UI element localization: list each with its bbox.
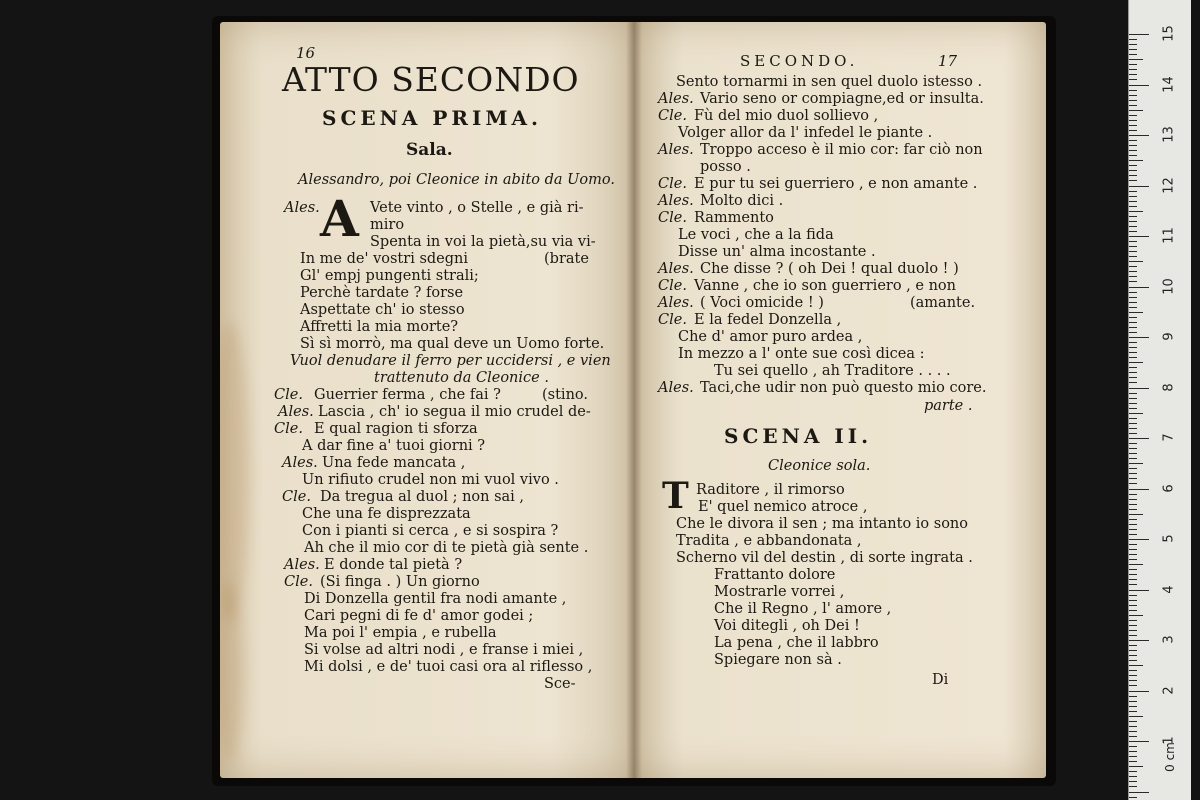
text-line: posso .	[700, 159, 751, 175]
page-number: 17	[938, 52, 958, 70]
page-number: 16	[296, 44, 316, 62]
text-line: Volger allor da l' infedel le piante .	[678, 125, 933, 141]
page-stain	[220, 322, 250, 622]
ruler-tick	[1129, 59, 1143, 60]
ruler-tick	[1129, 246, 1137, 247]
text-line: Le voci , che a la fida	[678, 227, 834, 243]
ruler-label: 5	[1161, 534, 1177, 543]
ruler-tick	[1129, 458, 1137, 459]
text-line: Disse un' alma incostante .	[678, 244, 876, 260]
ruler-label: 13	[1161, 126, 1177, 143]
catchword: Sce-	[544, 676, 576, 692]
ruler-tick	[1129, 120, 1137, 121]
ruler-tick	[1129, 398, 1137, 399]
ruler-tick	[1129, 180, 1137, 181]
ruler-tick	[1129, 160, 1143, 161]
ruler-tick	[1129, 590, 1149, 591]
text-line: E' quel nemico atroce ,	[698, 499, 868, 515]
speaker-label: Ales.	[658, 91, 694, 107]
text-line: Ma poi l' empia , e rubella	[304, 625, 497, 641]
text-line: Taci,che udir non può questo mio core.	[700, 380, 987, 396]
ruler-tick	[1129, 468, 1137, 469]
text-line: E qual ragion ti sforza	[314, 421, 478, 437]
ruler-tick	[1129, 100, 1137, 101]
ruler-tick	[1129, 478, 1137, 479]
ruler-tick	[1129, 691, 1149, 692]
text-line: Una fede mancata ,	[322, 455, 466, 471]
ruler-tick	[1129, 337, 1149, 338]
text-line: Ah che il mio cor di te pietà già sente .	[304, 540, 589, 556]
ruler-tick	[1129, 377, 1137, 378]
ruler-tick	[1129, 781, 1137, 782]
ruler-tick	[1129, 574, 1137, 575]
ruler-tick	[1129, 130, 1137, 131]
ruler-tick	[1129, 79, 1137, 80]
ruler-tick	[1129, 706, 1137, 707]
text-line: (Si finga . ) Un giorno	[320, 574, 480, 590]
text-line: Vete vinto , o Stelle , e già ri-	[370, 200, 584, 216]
speaker-label: Cle.	[658, 278, 687, 294]
ruler-tick	[1129, 206, 1137, 207]
text-line: Affretti la mia morte?	[300, 319, 459, 335]
ruler-tick	[1129, 494, 1137, 495]
text-line: Aspettate ch' io stesso	[300, 302, 465, 318]
ruler-label: 10	[1161, 277, 1177, 295]
ruler-tick	[1129, 423, 1137, 424]
ruler-tick	[1129, 615, 1143, 616]
book-gutter	[626, 22, 642, 778]
ruler-tick	[1129, 716, 1143, 717]
ruler-tick	[1129, 49, 1137, 50]
drop-cap: T	[662, 475, 689, 517]
ruler-tick	[1129, 610, 1137, 611]
ruler-label: 12	[1161, 176, 1177, 194]
scene-title: SCENA II.	[724, 424, 873, 448]
ruler-tick	[1129, 357, 1137, 358]
ruler-tick	[1129, 332, 1137, 333]
text-line: Rammento	[694, 210, 774, 226]
text-line: Vanne , che io son guerriero , e non	[694, 278, 956, 294]
text-line: Si volse ad altri nodi , e franse i miei ,	[304, 642, 584, 658]
ruler-tick	[1129, 625, 1137, 626]
text-line: (amante.	[910, 295, 976, 311]
ruler-tick	[1129, 433, 1137, 434]
ruler-tick	[1129, 347, 1137, 348]
ruler-tick	[1129, 292, 1137, 293]
text-line: Un rifiuto crudel non mi vuol vivo .	[302, 472, 559, 488]
ruler-tick	[1129, 584, 1137, 585]
ruler-tick	[1129, 372, 1137, 373]
ruler-tick	[1129, 640, 1149, 641]
ruler-tick	[1129, 367, 1137, 368]
text-line: Tradita , e abbandonata ,	[676, 533, 862, 549]
ruler-tick	[1129, 403, 1137, 404]
ruler-tick	[1129, 165, 1137, 166]
setting-title: Sala.	[406, 140, 453, 160]
ruler-tick	[1129, 241, 1137, 242]
speaker-label: Ales.	[658, 261, 694, 277]
ruler-tick	[1129, 650, 1137, 651]
ruler-tick	[1129, 110, 1143, 111]
ruler-tick	[1129, 382, 1137, 383]
ruler-tick	[1129, 786, 1137, 787]
text-line: (brate	[544, 251, 589, 267]
ruler-tick	[1129, 85, 1149, 86]
text-line: Molto dici .	[700, 193, 784, 209]
text-line: Spenta in voi la pietà,su via vi-	[370, 234, 596, 250]
left-page	[220, 22, 634, 778]
ruler-tick	[1129, 145, 1137, 146]
ruler-tick	[1129, 393, 1137, 394]
ruler-tick	[1129, 281, 1137, 282]
ruler-tick	[1129, 428, 1137, 429]
ruler-tick	[1129, 569, 1137, 570]
ruler-tick	[1129, 711, 1137, 712]
ruler-label: 1	[1161, 736, 1177, 745]
ruler-tick	[1129, 605, 1137, 606]
ruler-label: 14	[1161, 75, 1177, 93]
ruler-tick	[1129, 797, 1137, 798]
ruler-tick	[1129, 342, 1137, 343]
text-line: Lascia , ch' io segua il mio crudel de-	[318, 404, 591, 420]
ruler-tick	[1129, 438, 1149, 439]
ruler-tick	[1129, 680, 1137, 681]
ruler-tick	[1129, 125, 1137, 126]
ruler-tick	[1129, 271, 1137, 272]
ruler-tick	[1129, 155, 1137, 156]
text-line: ( Voci omicide ! )	[700, 295, 824, 311]
text-line: Tu sei quello , ah Traditore . . . .	[714, 363, 951, 379]
ruler-tick	[1129, 261, 1143, 262]
text-line: Che disse ? ( oh Dei ! qual duolo ! )	[700, 261, 959, 277]
ruler-tick	[1129, 221, 1137, 222]
text-line: Che le divora il sen ; ma intanto io sono	[676, 516, 968, 532]
drop-cap: A	[320, 189, 359, 248]
ruler-tick	[1129, 105, 1137, 106]
ruler-tick	[1129, 554, 1137, 555]
stage-direction: Cleonice sola.	[768, 458, 871, 474]
ruler-tick	[1129, 362, 1143, 363]
ruler-tick	[1129, 90, 1137, 91]
ruler-tick	[1129, 297, 1137, 298]
ruler-tick	[1129, 307, 1137, 308]
text-line: Con i pianti si cerca , e si sospira ?	[302, 523, 559, 539]
ruler-tick	[1129, 741, 1149, 742]
ruler-tick	[1129, 175, 1137, 176]
speaker-label: Ales.	[658, 380, 694, 396]
ruler-tick	[1129, 352, 1137, 353]
ruler-tick	[1129, 761, 1137, 762]
ruler-tick	[1129, 721, 1137, 722]
ruler-tick	[1129, 792, 1149, 793]
ruler-tick	[1129, 463, 1143, 464]
ruler-label: 4	[1161, 584, 1177, 594]
ruler-tick	[1129, 489, 1149, 490]
stage-direction-line: trattenuto da Cleonice .	[374, 370, 549, 386]
ruler-tick	[1129, 620, 1137, 621]
speaker-label: Ales.	[658, 295, 694, 311]
ruler-tick	[1129, 655, 1137, 656]
ruler-tick	[1129, 665, 1143, 666]
ruler-tick	[1129, 64, 1137, 65]
ruler-label: 11	[1161, 227, 1177, 244]
speaker-label: Cle.	[658, 210, 687, 226]
speaker-label: Ales.	[658, 193, 694, 209]
stage-direction: Alessandro, poi Cleonice in abito da Uomo.	[298, 172, 615, 188]
ruler-label: 2	[1161, 685, 1177, 695]
ruler-tick	[1129, 746, 1137, 747]
text-line: Cari pegni di fe d' amor godei ;	[304, 608, 534, 624]
ruler-tick	[1129, 256, 1137, 257]
speaker-label: Cle.	[274, 387, 303, 403]
ruler-tick	[1129, 473, 1137, 474]
ruler-tick	[1129, 736, 1137, 737]
ruler-tick	[1129, 534, 1137, 535]
ruler-tick	[1129, 140, 1137, 141]
speaker-label: Ales.	[282, 455, 318, 471]
right-page	[634, 22, 1046, 778]
ruler-tick	[1129, 731, 1137, 732]
ruler-tick	[1129, 388, 1149, 389]
ruler-tick	[1129, 771, 1137, 772]
speaker-label: Cle.	[282, 489, 311, 505]
ruler-tick	[1129, 726, 1137, 727]
text-line: Troppo acceso è il mio cor: far ciò non	[700, 142, 983, 158]
text-line: Spiegare non sà .	[714, 652, 842, 668]
ruler-tick	[1129, 327, 1137, 328]
ruler-tick	[1129, 201, 1137, 202]
ruler-tick	[1129, 529, 1137, 530]
ruler-tick	[1129, 756, 1137, 757]
speaker-label: Ales.	[284, 557, 320, 573]
ruler-tick	[1129, 302, 1137, 303]
ruler-tick	[1129, 559, 1137, 560]
text-line: Mostrarle vorrei ,	[714, 584, 845, 600]
text-line: In me de' vostri sdegni	[300, 251, 469, 267]
ruler-tick	[1129, 170, 1137, 171]
ruler-tick	[1129, 115, 1137, 116]
ruler-tick	[1129, 544, 1137, 545]
ruler-tick	[1129, 483, 1137, 484]
ruler-tick	[1129, 317, 1137, 318]
ruler-tick	[1129, 95, 1137, 96]
text-line: Da tregua al duol ; non sai ,	[320, 489, 525, 505]
running-head: SECONDO.	[740, 52, 859, 70]
ruler-label: 7	[1161, 433, 1177, 442]
ruler-tick	[1129, 504, 1137, 505]
ruler-tick	[1129, 685, 1137, 686]
ruler-tick	[1129, 519, 1137, 520]
act-title: ATTO SECONDO	[282, 60, 580, 99]
text-line: Voi ditegli , oh Dei !	[714, 618, 860, 634]
text-line: E pur tu sei guerriero , e non amante .	[694, 176, 978, 192]
ruler-tick	[1129, 696, 1137, 697]
ruler-unit-label: 0 cm	[1162, 742, 1177, 772]
ruler-tick	[1129, 196, 1137, 197]
text-line: Vario seno or compiagne,ed or insulta.	[700, 91, 984, 107]
text-line: Che una fe disprezzata	[302, 506, 471, 522]
ruler-tick	[1129, 645, 1137, 646]
text-line: Di Donzella gentil fra nodi amante ,	[304, 591, 567, 607]
text-line: (stino.	[542, 387, 588, 403]
ruler-tick	[1129, 670, 1137, 671]
ruler-tick	[1129, 766, 1143, 767]
ruler-tick	[1129, 135, 1149, 136]
ruler-tick	[1129, 74, 1137, 75]
ruler-tick	[1129, 453, 1137, 454]
speaker-label: Cle.	[658, 108, 687, 124]
ruler-tick	[1129, 39, 1137, 40]
ruler-tick	[1129, 564, 1143, 565]
scene-title: SCENA PRIMA.	[322, 106, 543, 130]
catchword: Di	[932, 672, 949, 688]
ruler-tick	[1129, 312, 1143, 313]
ruler-label: 15	[1161, 25, 1177, 42]
ruler-tick	[1129, 69, 1137, 70]
speaker-label: Ales.	[658, 142, 694, 158]
ruler-tick	[1129, 186, 1149, 187]
speaker-label: Ales.	[284, 200, 320, 216]
ruler-label: 3	[1161, 635, 1177, 644]
ruler-tick	[1129, 231, 1137, 232]
ruler-tick	[1129, 211, 1143, 212]
ruler-tick	[1129, 635, 1137, 636]
ruler-tick	[1129, 600, 1137, 601]
ruler-label: 9	[1161, 332, 1177, 341]
ruler-tick	[1129, 413, 1143, 414]
ruler-tick	[1129, 322, 1137, 323]
ruler-tick	[1129, 236, 1149, 237]
ruler-tick	[1129, 630, 1137, 631]
ruler-tick	[1129, 509, 1137, 510]
ruler-tick	[1129, 660, 1137, 661]
stage-direction-line: Vuol denudare il ferro per uccidersi , e vien	[290, 353, 611, 369]
ruler-tick	[1129, 266, 1137, 267]
text-line: Guerrier ferma , che fai ?	[314, 387, 501, 403]
text-line: Fù del mio duol sollievo ,	[694, 108, 879, 124]
ruler-tick	[1129, 251, 1137, 252]
ruler-tick	[1129, 549, 1137, 550]
text-line: Che d' amor puro ardea ,	[678, 329, 863, 345]
ruler-tick	[1129, 701, 1137, 702]
ruler-tick	[1129, 287, 1149, 288]
ruler-tick	[1129, 150, 1137, 151]
text-line: La pena , che il labbro	[714, 635, 879, 651]
ruler-tick	[1129, 443, 1137, 444]
ruler-tick	[1129, 514, 1143, 515]
speaker-label: Cle.	[658, 312, 687, 328]
text-line: miro	[370, 217, 405, 233]
ruler-tick	[1129, 216, 1137, 217]
text-line: A dar fine a' tuoi giorni ?	[302, 438, 486, 454]
ruler-tick	[1129, 776, 1137, 777]
text-line: E la fedel Donzella ,	[694, 312, 842, 328]
ruler-tick	[1129, 44, 1137, 45]
speaker-label: Cle.	[274, 421, 303, 437]
text-line: Scherno vil del destin , di sorte ingrata .	[676, 550, 973, 566]
ruler-tick	[1129, 524, 1137, 525]
text-line: E donde tal pietà ?	[324, 557, 463, 573]
ruler-tick	[1129, 751, 1137, 752]
text-line: Frattanto dolore	[714, 567, 836, 583]
ruler-tick	[1129, 579, 1137, 580]
ruler-tick	[1129, 499, 1137, 500]
speaker-label: Cle.	[658, 176, 687, 192]
ruler-tick	[1129, 595, 1137, 596]
ruler-tick	[1129, 539, 1149, 540]
stage-direction-line: parte .	[924, 398, 973, 414]
ruler-tick	[1129, 34, 1149, 35]
ruler-label: 6	[1161, 483, 1177, 493]
speaker-label: Ales.	[278, 404, 314, 420]
text-line: Raditore , il rimorso	[696, 482, 845, 498]
page-stain	[220, 582, 244, 762]
text-line: Che il Regno , l' amore ,	[714, 601, 892, 617]
ruler-tick	[1129, 418, 1137, 419]
text-line: Sì sì morrò, ma qual deve un Uomo forte.	[300, 336, 605, 352]
ruler-tick	[1129, 226, 1137, 227]
ruler-tick	[1129, 276, 1137, 277]
text-line: In mezzo a l' onte sue così dicea :	[678, 346, 925, 362]
speaker-label: Cle.	[284, 574, 313, 590]
ruler-tick	[1129, 448, 1137, 449]
ruler-tick	[1129, 675, 1137, 676]
text-line: Sento tornarmi in sen quel duolo istesso .	[676, 74, 983, 90]
measurement-ruler	[1128, 0, 1191, 800]
ruler-tick	[1129, 191, 1137, 192]
text-line: Gl' empj pungenti strali;	[300, 268, 479, 284]
ruler-label: 8	[1161, 382, 1177, 392]
text-line: Perchè tardate ? forse	[300, 285, 464, 301]
ruler-tick	[1129, 408, 1137, 409]
text-line: Mi dolsi , e de' tuoi casi ora al riflesso ,	[304, 659, 593, 675]
ruler-tick	[1129, 54, 1137, 55]
